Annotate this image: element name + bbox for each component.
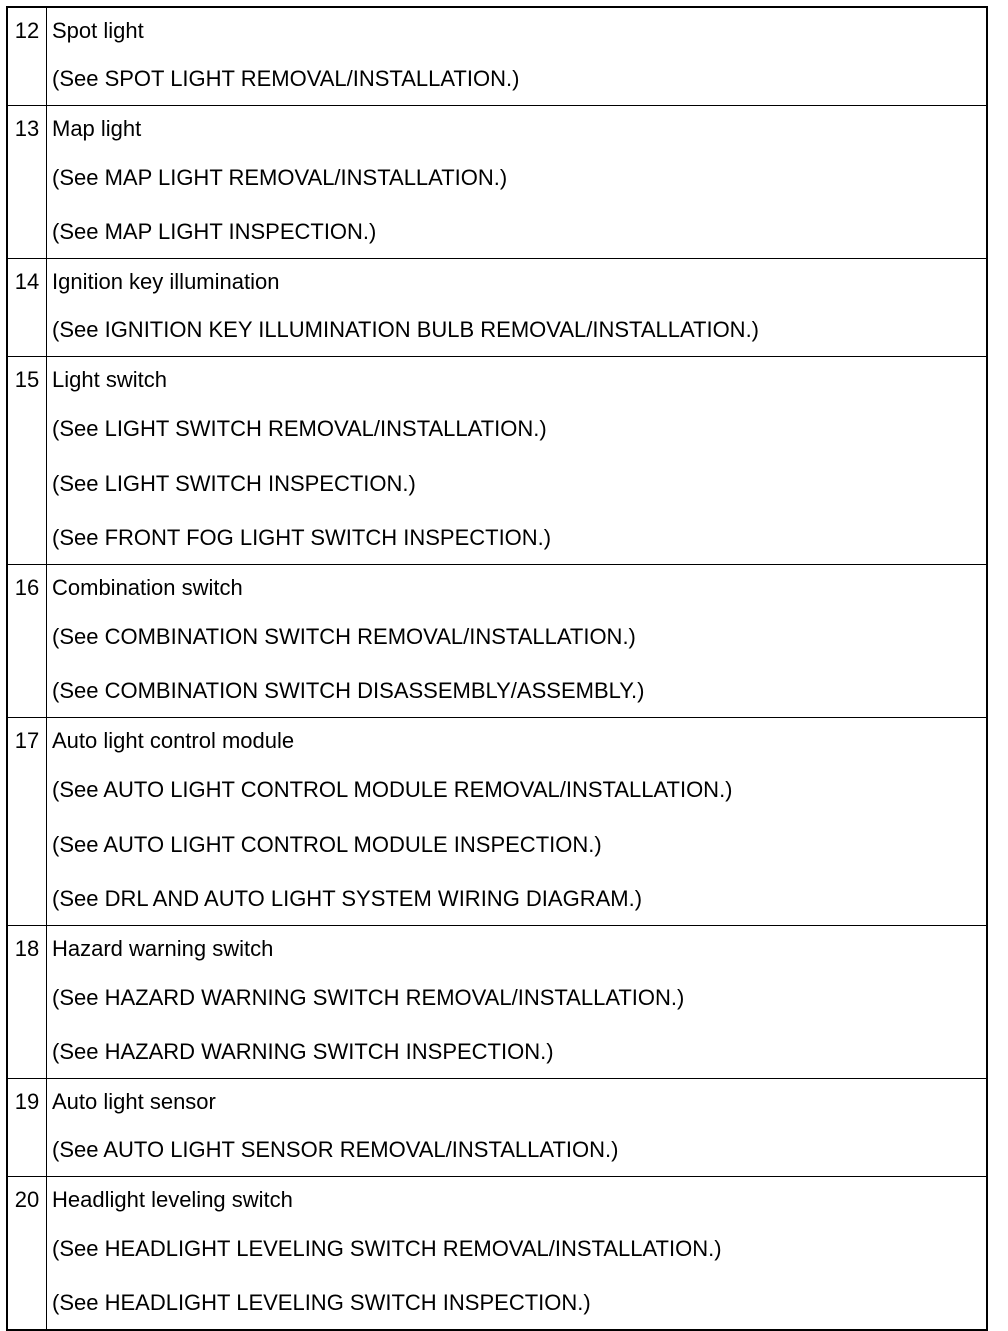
item-number: 16 [7,565,47,718]
item-title: Ignition key illumination [52,269,280,294]
item-number: 19 [7,1079,47,1177]
item-content [47,926,988,1079]
item-title: Map light [52,116,142,141]
item-number: 17 [7,718,47,926]
item-title: Hazard warning switch [52,936,274,961]
table-row [7,259,987,357]
item-number: 12 [7,7,47,106]
item-reference-link[interactable]: (See HAZARD WARNING SWITCH INSPECTION.) [52,1039,554,1064]
item-number: 14 [7,259,47,357]
table-row [7,357,987,565]
item-content [47,106,988,259]
item-reference-link[interactable]: (See AUTO LIGHT CONTROL MODULE REMOVAL/INSTALLATION.) [52,777,733,802]
item-title: Auto light sensor [52,1089,216,1114]
item-reference-link[interactable]: (See AUTO LIGHT CONTROL MODULE INSPECTION.) [52,832,602,857]
item-reference-link[interactable]: (See HEADLIGHT LEVELING SWITCH REMOVAL/INSTALLATION.) [52,1236,722,1261]
table-row [7,718,987,926]
item-number: 20 [7,1177,47,1331]
item-content [47,1177,988,1331]
item-reference-link[interactable]: (See LIGHT SWITCH REMOVAL/INSTALLATION.) [52,416,547,441]
item-content [47,718,988,926]
item-number: 18 [7,926,47,1079]
item-content [47,259,988,357]
item-title: Auto light control module [52,728,295,753]
item-reference-link[interactable]: (See FRONT FOG LIGHT SWITCH INSPECTION.) [52,525,552,550]
table-row [7,1079,987,1177]
item-reference-link[interactable]: (See LIGHT SWITCH INSPECTION.) [52,471,416,496]
item-title: Spot light [52,18,144,43]
item-reference-link[interactable]: (See HEADLIGHT LEVELING SWITCH INSPECTION.) [52,1290,591,1315]
item-reference-link[interactable]: (See MAP LIGHT REMOVAL/INSTALLATION.) [52,165,508,190]
item-title: Headlight leveling switch [52,1187,293,1212]
item-title: Light switch [52,367,167,392]
table-row [7,1177,987,1331]
item-number: 13 [7,106,47,259]
item-reference-link[interactable]: (See SPOT LIGHT REMOVAL/INSTALLATION.) [52,66,520,91]
table-row [7,926,987,1079]
table-body [7,7,987,1330]
table-row [7,565,987,718]
component-reference-table [6,6,988,1331]
item-reference-link[interactable]: (See COMBINATION SWITCH REMOVAL/INSTALLATION.) [52,624,636,649]
item-content [47,1079,988,1177]
item-content [47,565,988,718]
item-reference-link[interactable]: (See IGNITION KEY ILLUMINATION BULB REMOVAL/INSTALLATION.) [52,317,760,342]
table-row [7,7,987,106]
item-content [47,7,988,106]
table-row [7,106,987,259]
item-title: Combination switch [52,575,243,600]
item-reference-link[interactable]: (See MAP LIGHT INSPECTION.) [52,219,377,244]
item-reference-link[interactable]: (See AUTO LIGHT SENSOR REMOVAL/INSTALLATION.) [52,1137,619,1162]
item-reference-link[interactable]: (See HAZARD WARNING SWITCH REMOVAL/INSTALLATION.) [52,985,685,1010]
item-reference-link[interactable]: (See COMBINATION SWITCH DISASSEMBLY/ASSEMBLY.) [52,678,645,703]
item-reference-link[interactable]: (See DRL AND AUTO LIGHT SYSTEM WIRING DIAGRAM.) [52,886,643,911]
item-number: 15 [7,357,47,565]
item-content [47,357,988,565]
